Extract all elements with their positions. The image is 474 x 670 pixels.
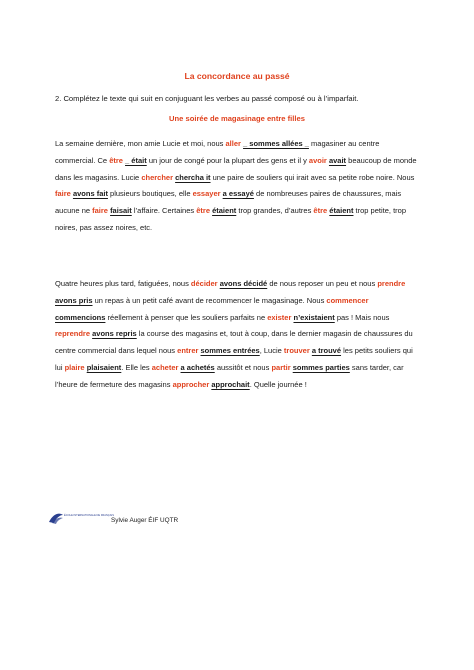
conjugated-answer: avons repris <box>92 329 137 339</box>
conjugated-answer: sommes entrées <box>200 346 260 356</box>
text-run: les petits souliers qui lui <box>55 346 415 372</box>
conjugated-answer: étaient <box>329 206 354 216</box>
infinitive-verb: chercher <box>141 172 173 182</box>
conjugated-answer: a trouvé <box>311 346 342 356</box>
paragraph-1 <box>55 136 420 237</box>
text-run: aussitôt et nous <box>214 362 272 372</box>
infinitive-verb: exister <box>267 312 292 322</box>
infinitive-verb: trouver <box>283 346 310 356</box>
text-run: . Elle les <box>121 362 152 372</box>
text-subtitle: Une soirée de magasinage entre filles <box>169 114 305 123</box>
conjugated-answer: sommes parties <box>292 362 350 372</box>
conjugated-answer: a essayé <box>222 189 254 199</box>
text-run: sans tarder, car l’heure de fermeture des magasins <box>55 362 406 389</box>
paragraph-2 <box>55 276 420 394</box>
infinitive-verb: faire <box>55 189 71 199</box>
infinitive-verb: être <box>109 155 123 165</box>
conjugated-answer: avons décidé <box>219 279 268 288</box>
text-run: un jour de congé pour la plupart des gens et il y <box>146 155 309 165</box>
infinitive-verb: essayer <box>192 189 221 199</box>
conjugated-answer: a achetés <box>180 362 215 372</box>
footer <box>47 509 247 529</box>
infinitive-verb: avoir <box>308 155 327 165</box>
text-run: de nous reposer un peu et nous <box>267 279 378 288</box>
conjugated-answer: plaisaient <box>86 362 122 372</box>
conjugated-answer: avons fait <box>72 189 108 199</box>
text-run: une paire de souliers qui irait avec sa petite robe noire. Nous <box>210 172 417 182</box>
exercise-instruction: 2. Complétez le texte qui suit en conjuguant les verbes au passé composé ou à l’imparfait. <box>55 94 359 103</box>
conjugated-answer: avait <box>328 155 347 165</box>
conjugated-answer: n’existaient <box>293 312 335 322</box>
text-run: réellement à penser que les souliers parfaits ne <box>105 312 268 322</box>
page-title: La concordance au passé <box>184 71 290 81</box>
conjugated-answer: faisait <box>110 206 132 216</box>
infinitive-verb: acheter <box>151 362 179 372</box>
text-run: trop petite, trop noires, pas assez noires, etc. <box>55 206 409 232</box>
conjugated-answer: avons pris <box>55 295 93 305</box>
text-run: pas ! Mais nous <box>334 312 392 322</box>
conjugated-answer: étaient <box>212 206 237 216</box>
ecole-francais-logo-icon <box>47 509 114 527</box>
infinitive-verb: être <box>196 206 210 216</box>
text-run: plusieurs boutiques, elle <box>107 189 193 199</box>
text-run: beaucoup de monde dans les magasins. Lucie <box>55 155 419 182</box>
text-run: Quatre heures plus tard, fatiguées, nous <box>55 279 191 288</box>
text-run: un repas à un petit café avant de recommencer le magasinage. Nous <box>92 295 327 305</box>
infinitive-verb: approcher <box>172 379 210 389</box>
text-run <box>405 279 407 288</box>
logo-text: ÉCOLE INTERNATIONALE DE FRANÇAIS <box>64 514 114 517</box>
conjugated-answer: _ était <box>125 155 147 165</box>
infinitive-verb: plaire <box>64 362 85 372</box>
conjugated-answer: approchait <box>211 379 250 389</box>
text-run: de nombreuses paires de chaussures, mais aucune ne <box>55 189 404 216</box>
infinitive-verb: faire <box>92 206 108 216</box>
conjugated-answer: chercha it <box>175 172 211 182</box>
text-run: La semaine dernière, mon amie Lucie et moi, nous <box>55 139 226 148</box>
conjugated-answer: commencions <box>55 312 106 322</box>
text-run <box>369 296 371 305</box>
infinitive-verb: être <box>313 206 328 216</box>
infinitive-verb: partir <box>271 362 291 372</box>
text-run: magasiner au centre commercial. Ce <box>55 139 382 165</box>
conjugated-answer: _ sommes allées _ <box>243 139 309 148</box>
infinitive-verb: aller <box>225 139 241 148</box>
infinitive-verb: décider <box>190 279 218 288</box>
text-run: , Lucie <box>259 346 284 356</box>
infinitive-verb: entrer <box>177 346 199 356</box>
text-run: trop grandes, d’autres <box>236 206 314 216</box>
text-run: . Quelle journée ! <box>249 379 307 389</box>
text-run: la course des magasins et, tout à coup, dans le dernier magasin de chaussures du centre commercial dans lequel nous <box>55 329 415 356</box>
infinitive-verb: prendre <box>377 279 406 288</box>
author-credit: Sylvie Auger ÉIF UQTR <box>111 517 179 524</box>
text-run: l’affaire. Certaines <box>131 206 197 216</box>
infinitive-verb: reprendre <box>55 329 91 339</box>
infinitive-verb: commencer <box>326 295 369 305</box>
